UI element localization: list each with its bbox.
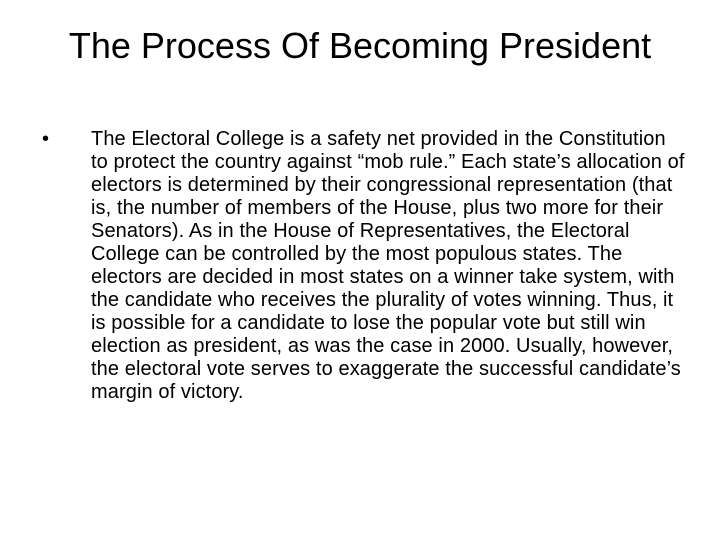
- bullet-text: The Electoral College is a safety net provided in the Constitution to protect the country against “mob rule.” Each state’s allocation of electors is determined by their congressional representation (that is, the number of members of the House, plus two more for their Senators). As in the House of Representatives, the Electoral College can be controlled by the most populous states. The electors are decided in most states on a winner take system, with the candidate who receives the plurality of votes winning. Thus, it is possible for a candidate to lose the popular vote but still win election as president, as was the case in 2000. Usually, however, the electoral vote serves to exaggerate the successful candidate’s margin of victory.: [91, 128, 685, 403]
- bullet-list: [36, 128, 686, 404]
- slide-title: The Process Of Becoming President: [68, 25, 652, 66]
- bullet-item: [36, 128, 686, 404]
- bullet-marker: •: [42, 128, 50, 150]
